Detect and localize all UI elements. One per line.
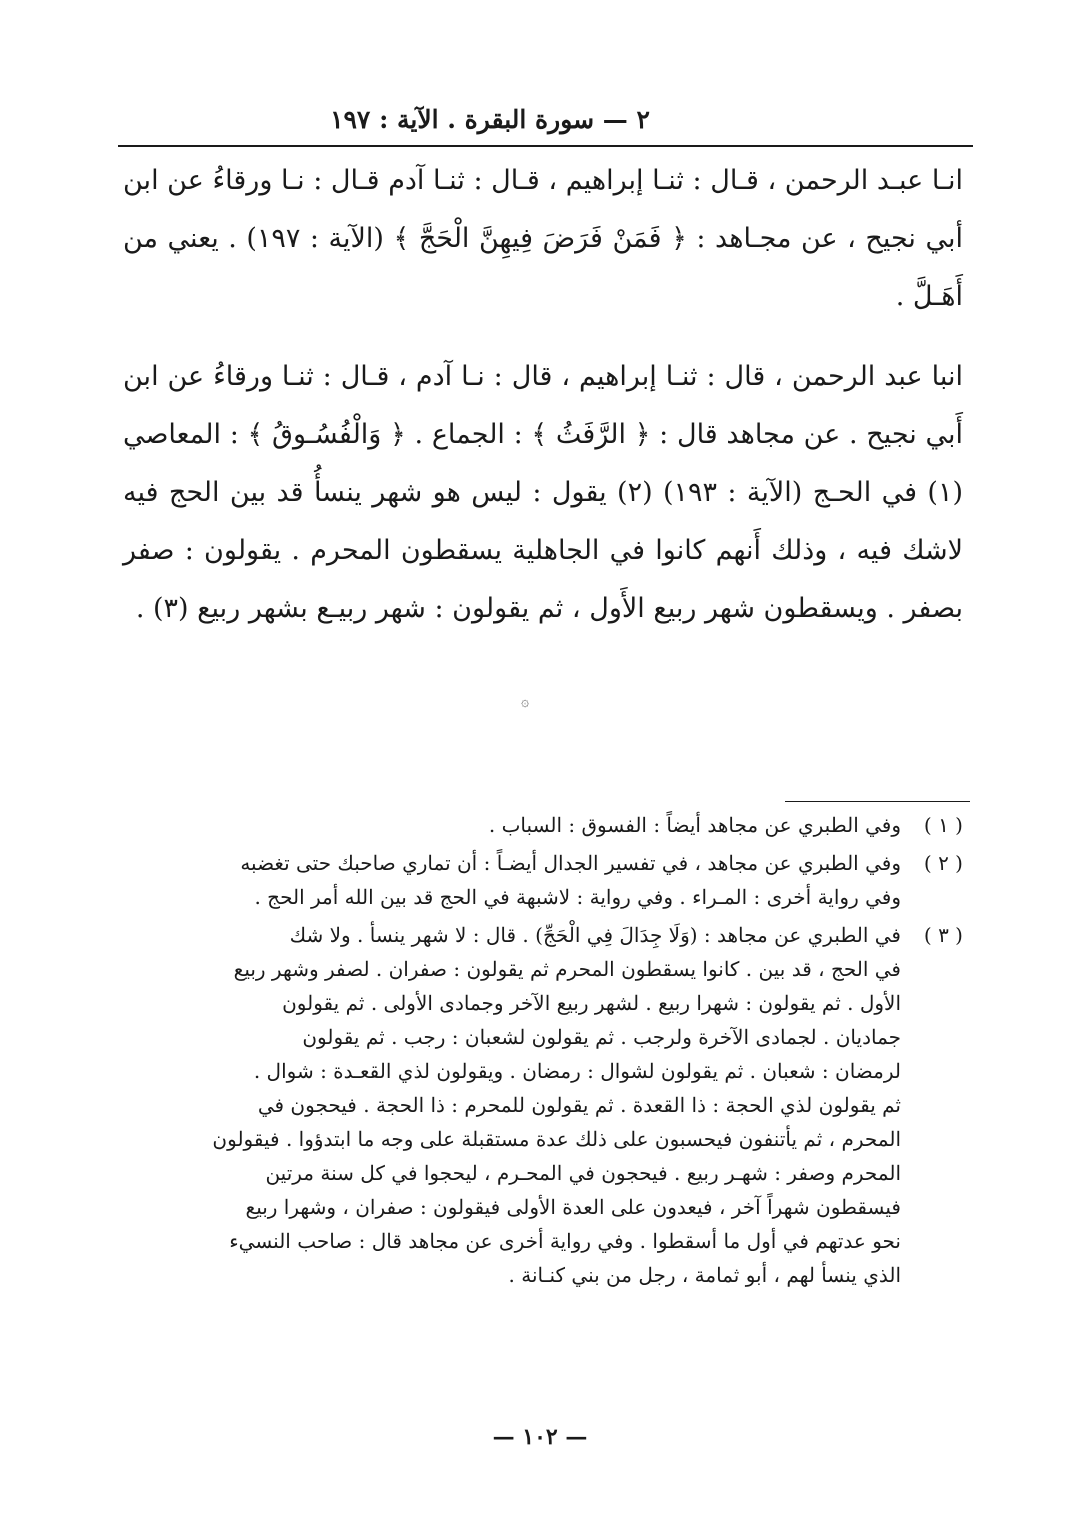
footnote-line: وفي الطبري عن مجاهد ، في تفسير الجدال أيضـاً : أن تماري صاحبك حتى تغضبه xyxy=(240,851,901,875)
footnote-number: ( ٢ ) xyxy=(923,851,963,875)
footnote-line: نحو عدتهم في أول ما أسقطوا . وفي رواية أخرى عن مجاهد قال : صاحب النسيء xyxy=(229,1229,901,1253)
footnote-line: جماديان . لجمادى الآخرة ولرجب . ثم يقولون لشعبان : رجب . ثم يقولون xyxy=(302,1025,901,1049)
footnote-number: ( ١ ) xyxy=(923,813,963,837)
footnote-text xyxy=(118,918,901,1292)
footnotes xyxy=(118,808,963,1296)
main-text xyxy=(123,152,963,638)
running-head: ٢ — سورة البقرة . الآية : ١٩٧ xyxy=(330,105,650,134)
footnote-text xyxy=(118,846,901,914)
paragraph: انـا عبـد الرحمن ، قـال : ثنـا إبراهيم ، قـال : ثنـا آدم قـال : نـا ورقاءُ عن ابن أبي نجيح ، عن مجـاهد : ﴿ فَمَنْ فَرَضَ فِيهِنَّ الْحَجَّ ﴾ (الآية : ١٩٧) . يعني من أَهَـلَّ . xyxy=(123,165,963,312)
footnote-line: الأول . ثم يقولون : شهرا ربيع . لشهر ربيع الآخر وجمادى الأولى . ثم يقولون xyxy=(282,991,901,1015)
footnote-2 xyxy=(118,846,963,914)
footnote-line: ثم يقولون لذي الحجة : ذا القعدة . ثم يقولون للمحرم : ذا الحجة . فيحجون في xyxy=(257,1093,901,1117)
footnote-line: في الطبري عن مجاهد : (وَلَا جِدَالَ فِي الْحَجِّ) . قال : لا شهر ينسأ . ولا شك xyxy=(289,923,901,947)
page-number: — ١٠٢ — xyxy=(492,1424,588,1450)
footnote-line: وفي الطبري عن مجاهد أيضاً : الفسوق : السباب . xyxy=(488,813,901,837)
header-rule xyxy=(118,145,973,147)
footnote-text xyxy=(118,808,901,842)
footnote-3 xyxy=(118,918,963,1292)
footnote-line: الذي ينسأ لهم ، أبو ثمامة ، رجل من بني كنـانة . xyxy=(508,1263,901,1287)
footnote-1 xyxy=(118,808,963,842)
footnote-rule xyxy=(785,801,970,802)
footnote-line: في الحج ، قد بين . كانوا يسقطون المحرم ثم يقولون : صفران . لصفر وشهر ربيع xyxy=(233,957,901,981)
ornament-icon: ۞ xyxy=(521,694,530,710)
footnote-line: وفي رواية أخرى : المـراء . وفي رواية : لاشبهة في الحج قد بين الله أمر الحج . xyxy=(254,885,901,909)
footnote-number: ( ٣ ) xyxy=(923,923,963,947)
footnote-line: لرمضان : شعبان . ثم يقولون لشوال : رمضان . ويقولون لذي القعـدة : شوال . xyxy=(253,1059,901,1083)
footnote-line: المحرم ، ثم يأتنفون فيحسبون على ذلك عدة مستقبلة على وجه ما ابتدؤوا . فيقولون xyxy=(212,1127,901,1151)
paragraph: انبا عبد الرحمن ، قال : ثنـا إبراهيم ، قال : نـا آدم ، قـال : ثنـا ورقاءُ عن ابن أَبي نجيح . عن مجاهد قال : ﴿ الرَّفَثُ ﴾ : الجماع . ﴿ وَالْفُسُـوقُ ﴾ : المعاصي (١) في الحـج (الآية : ١٩٣) (٢) يقول : ليس هو شهر ينسأُ قد بين الحج فيه لاشك فيه ، وذلك أَنهم كانوا في الجاهلية يسقطون المحرم . يقولون : صفر بصفر . ويسقطون شهر ربيع الأَول ، ثم يقولون : شهر ربيـع بشهر ربيع (٣) . xyxy=(123,361,963,624)
footnote-line: فيسقطون شهراً آخر ، فيعدون على العدة الأولى فيقولون : صفران ، وشهرا ربيع xyxy=(245,1195,901,1219)
footnote-line: المحرم وصفر : شهـر ربيع . فيحجون في المحـرم ، ليحجوا في كل سنة مرتين xyxy=(265,1161,901,1185)
